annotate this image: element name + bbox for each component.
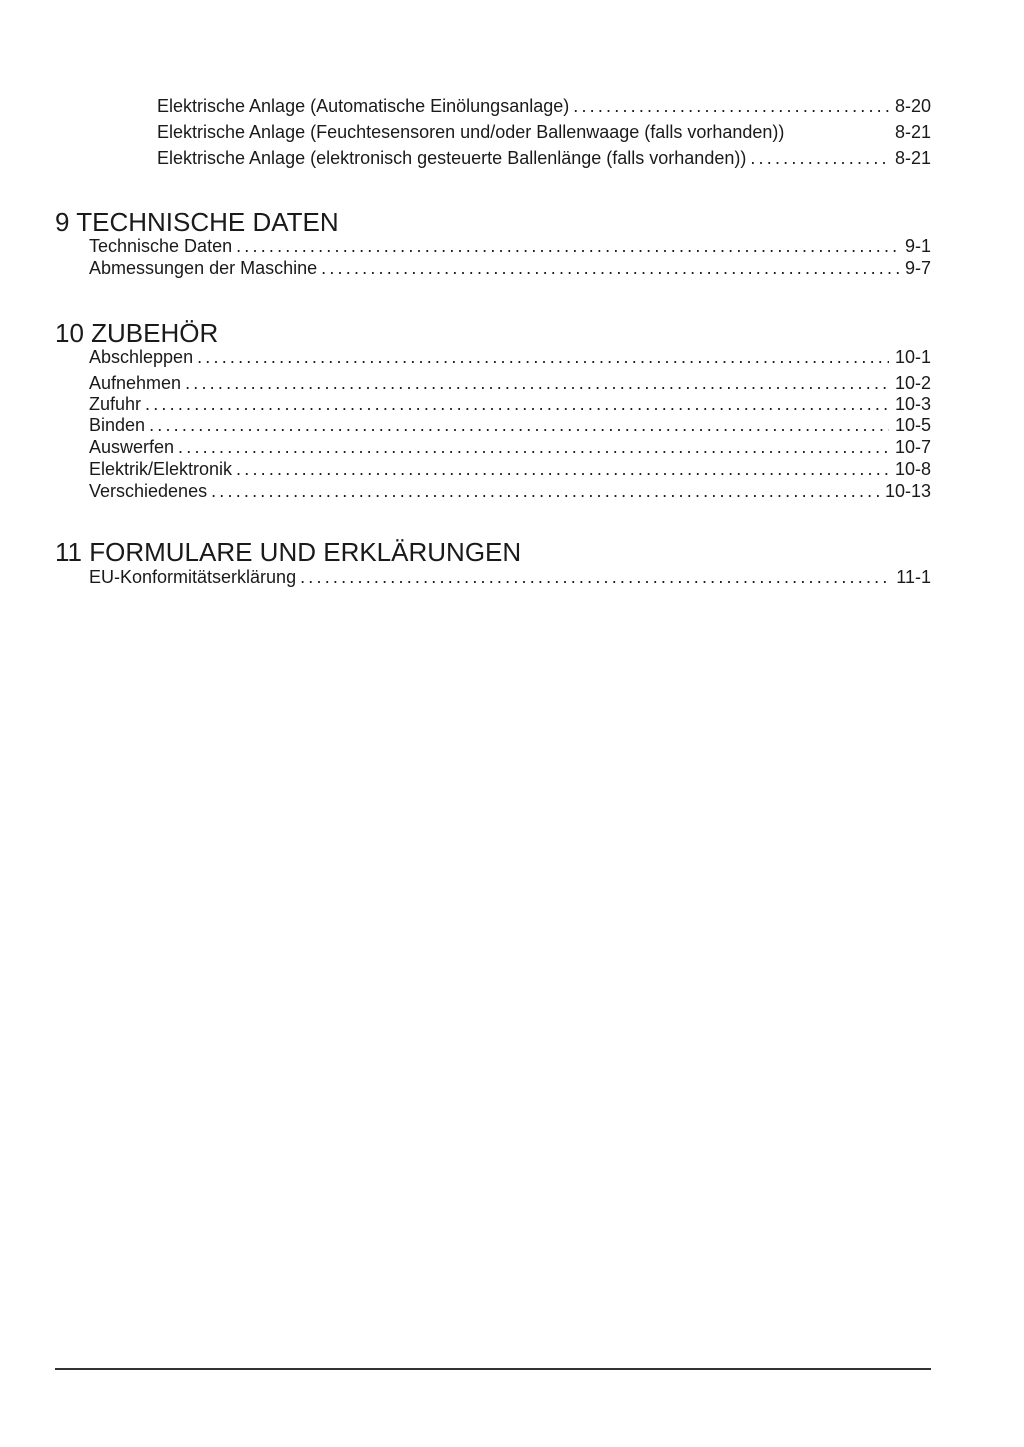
- dot-leader: [211, 480, 879, 502]
- toc-entry-page: 10-5: [894, 415, 931, 435]
- dot-leader: [236, 235, 899, 257]
- footer-divider: [55, 1368, 931, 1370]
- toc-entry[interactable]: [157, 95, 931, 117]
- toc-entry-label: EU-Konformitätserklärung: [89, 567, 297, 587]
- toc-entry-page: 9-1: [904, 236, 931, 256]
- toc-entry-label: Zufuhr: [89, 394, 142, 414]
- toc-entry-page: 10-2: [894, 373, 931, 393]
- toc-entry-page: 10-8: [894, 459, 931, 479]
- toc-entry-page: 11-1: [896, 567, 931, 587]
- chapter-title[interactable]: 9 TECHNISCHE DATEN: [55, 207, 339, 237]
- dot-leader: [197, 346, 889, 368]
- toc-entry[interactable]: [89, 346, 931, 368]
- toc-entry[interactable]: [89, 436, 931, 458]
- toc-entry-page: 10-13: [884, 481, 931, 501]
- dot-leader: [145, 393, 889, 415]
- toc-entry[interactable]: [157, 121, 931, 143]
- toc-entry[interactable]: [89, 393, 931, 415]
- toc-entry-label: Abschleppen: [89, 347, 194, 367]
- toc-entry-label: Technische Daten: [89, 236, 233, 256]
- toc-entry-page: 10-7: [894, 437, 931, 457]
- toc-entry-label: Auswerfen: [89, 437, 175, 457]
- toc-entry-label: Verschiedenes: [89, 481, 208, 501]
- chapter-title[interactable]: 11 FORMULARE UND ERKLÄRUNGEN: [55, 537, 522, 567]
- toc-entry-label: Aufnehmen: [89, 373, 182, 393]
- dot-leader: [321, 257, 899, 279]
- toc-entry-label: Elektrik/Elektronik: [89, 459, 233, 479]
- toc-entry[interactable]: [89, 566, 931, 588]
- dot-leader: [573, 95, 889, 117]
- toc-entry-label: Binden: [89, 415, 146, 435]
- toc-entry[interactable]: [89, 414, 931, 436]
- toc-entry-page: 9-7: [904, 258, 931, 278]
- dot-leader: [178, 436, 889, 458]
- toc-entry-page: 10-1: [894, 347, 931, 367]
- toc-entry[interactable]: [89, 235, 931, 257]
- toc-entry[interactable]: [157, 147, 931, 169]
- toc-entry[interactable]: [89, 458, 931, 480]
- dot-leader: [300, 566, 890, 588]
- dot-leader: [236, 458, 889, 480]
- toc-entry[interactable]: [89, 372, 931, 394]
- dot-leader: [149, 414, 889, 436]
- toc-entry-label: Elektrische Anlage (Automatische Einölungsanlage): [157, 96, 570, 116]
- toc-entry-page: 8-21: [894, 122, 931, 142]
- toc-entry-label: Elektrische Anlage (Feuchtesensoren und/oder Ballenwaage (falls vorhanden)): [157, 122, 785, 142]
- toc-entry-label: Abmessungen der Maschine: [89, 258, 318, 278]
- dot-leader: [185, 372, 889, 394]
- toc-entry-label: Elektrische Anlage (elektronisch gesteuerte Ballenlänge (falls vorhanden)): [157, 148, 747, 168]
- toc-entry-page: 10-3: [894, 394, 931, 414]
- toc-entry-page: 8-20: [894, 96, 931, 116]
- chapter-title[interactable]: 10 ZUBEHÖR: [55, 318, 219, 348]
- dot-leader: [750, 147, 889, 169]
- toc-entry-page: 8-21: [894, 148, 931, 168]
- toc-entry[interactable]: [89, 257, 931, 279]
- toc-entry[interactable]: [89, 480, 931, 502]
